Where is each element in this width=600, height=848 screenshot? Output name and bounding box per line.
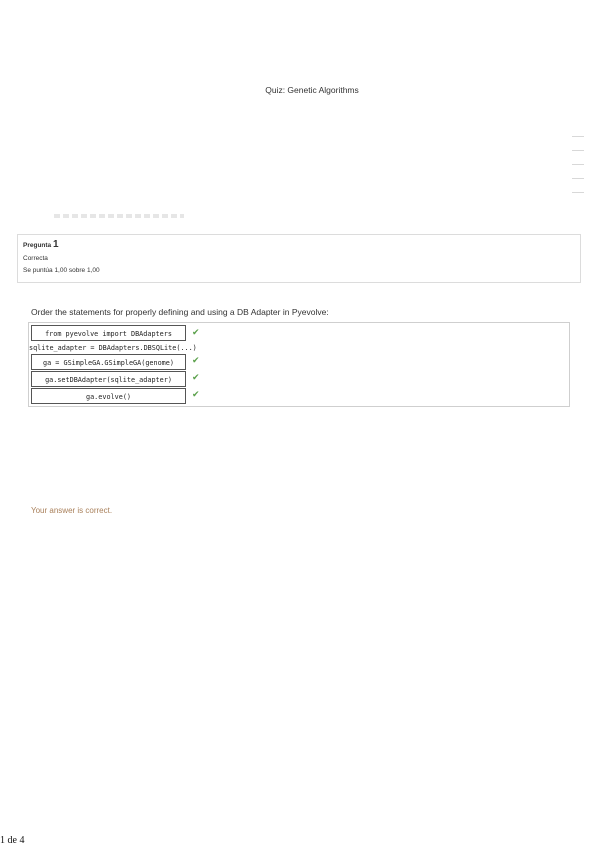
question-number: 1 — [52, 239, 59, 250]
question-grade: Se puntúa 1,00 sobre 1,00 — [23, 267, 100, 274]
page-title: Quiz: Genetic Algorithms — [265, 85, 359, 95]
answer-feedback: Your answer is correct. — [31, 506, 113, 515]
question-state: Correcta — [23, 255, 48, 262]
decorative-lines — [572, 136, 584, 206]
checkmark-icon: ✔ — [192, 328, 200, 338]
question-label: Pregunta — [23, 242, 52, 249]
question-info-box — [17, 234, 581, 283]
statement-2[interactable]: sqlite_adapter = DBAdapters.DBSQLite(...) — [29, 344, 197, 352]
statement-1[interactable]: from pyevolve import DBAdapters — [31, 325, 186, 341]
question-text: Order the statements for properly defining and using a DB Adapter in Pyevolve: — [31, 307, 329, 317]
statement-3[interactable]: ga = GSimpleGA.GSimpleGA(genome) — [31, 354, 186, 370]
page-number: 1 de 4 — [0, 835, 25, 846]
faint-text-line — [54, 214, 184, 218]
statement-4[interactable]: ga.setDBAdapter(sqlite_adapter) — [31, 371, 186, 387]
checkmark-icon: ✔ — [192, 356, 200, 366]
checkmark-icon: ✔ — [192, 390, 200, 400]
statement-5[interactable]: ga.evolve() — [31, 388, 186, 404]
checkmark-icon: ✔ — [192, 373, 200, 383]
answer-box — [28, 322, 570, 407]
question-heading — [23, 239, 575, 250]
